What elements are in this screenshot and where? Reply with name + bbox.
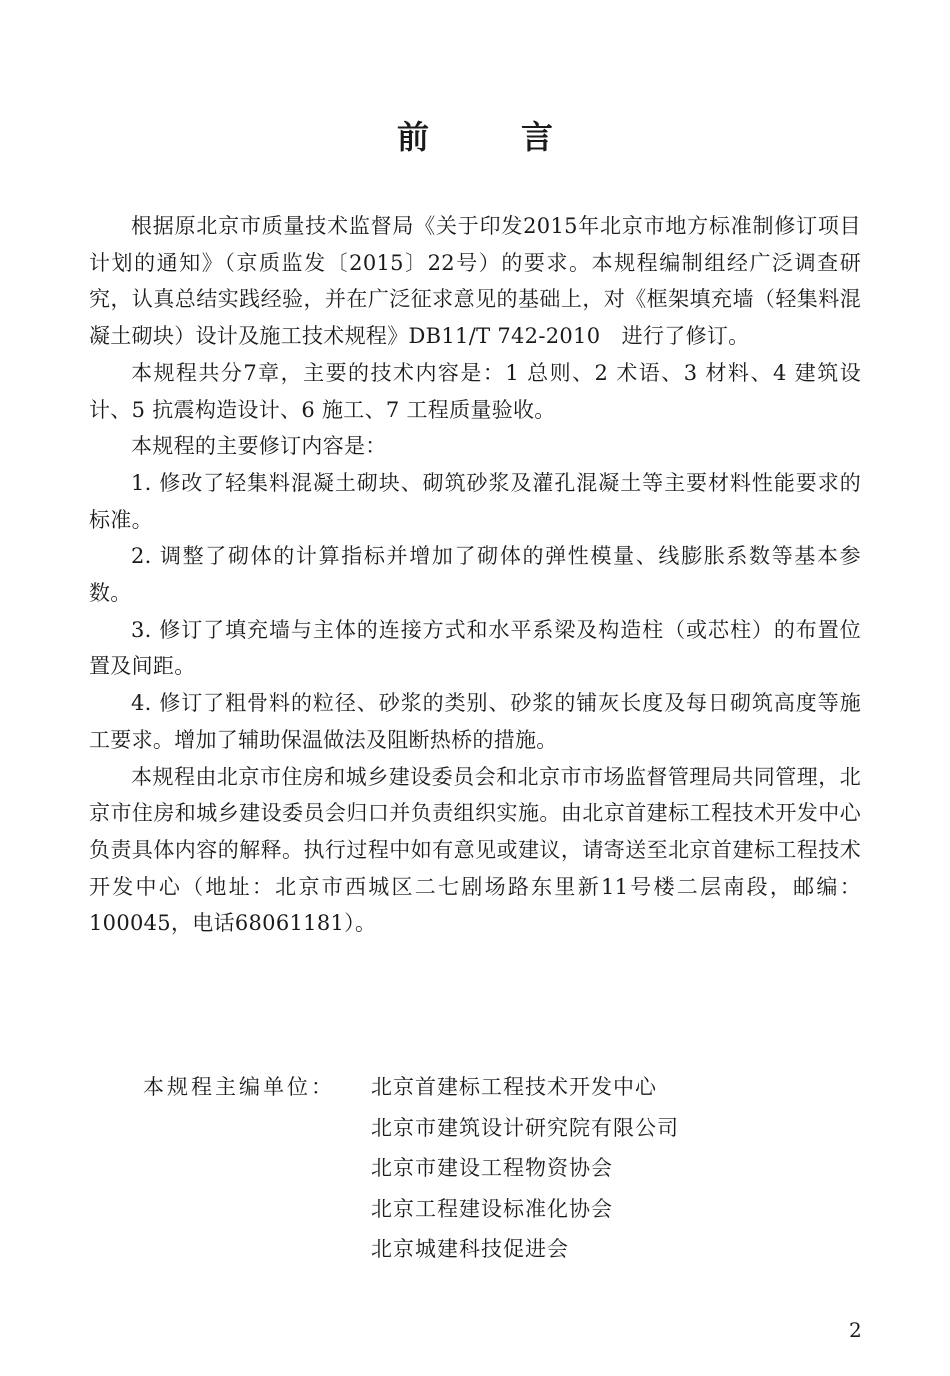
preface-body: [89, 208, 861, 942]
page-title: 前 言: [396, 118, 583, 156]
paragraph-background: 根据原北京市质量技术监督局《关于印发2015年北京市地方标准制修订项目计划的通知》（京质监发〔2015〕22号）的要求。本规程编制组经广泛调查研究，认真总结实践经验，并在广泛征求意见的基础上，对《框架填充墙（轻集料混凝土砌块）设计及施工技术规程》DB11/T 742-2010 进行了修订。: [89, 214, 861, 349]
revision-item-1: 1. 修改了轻集料混凝土砌块、砌筑砂浆及灌孔混凝土等主要材料性能要求的标准。: [89, 470, 861, 532]
paragraph-chapters: 本规程共分7章，主要的技术内容是：1 总则、2 术语、3 材料、4 建筑设计、5 抗震构造设计、6 施工、7 工程质量验收。: [89, 360, 861, 422]
unit-name: 北京市建筑设计研究院有限公司: [371, 1115, 679, 1140]
editing-units-label: 本规程主编单位：: [143, 1075, 335, 1099]
paragraph-management: 本规程由北京市住房和城乡建设委员会和北京市市场监督管理局共同管理，北京市住房和城乡建设委员会归口并负责组织实施。由北京首建标工程技术开发中心负责具体内容的解释。执行过程中如有意见或建议，请寄送至北京首建标工程技术开发中心（地址：北京市西城区二七剧场路东里新11号楼二层南段，邮编：100045，电话68061181）。: [89, 764, 861, 936]
unit-name: 北京首建标工程技术开发中心: [371, 1075, 657, 1099]
page-number: 2: [849, 1318, 862, 1342]
editing-units-list: [371, 1067, 679, 1270]
unit-name: 北京市建设工程物资协会: [371, 1156, 613, 1181]
paragraph-revision-intro: 本规程的主要修订内容是：: [131, 434, 387, 459]
unit-name: 北京城建科技促进会: [371, 1237, 569, 1262]
revision-item-3: 3. 修订了填充墙与主体的连接方式和水平系梁及构造柱（或芯柱）的布置位置及间距。: [89, 617, 861, 679]
revision-item-2: 2. 调整了砌体的计算指标并增加了砌体的弹性模量、线膨胀系数等基本参数。: [89, 544, 861, 606]
revision-item-4: 4. 修订了粗骨料的粒径、砂浆的类别、砂浆的铺灰长度及每日砌筑高度等施工要求。增加了辅助保温做法及阻断热桥的措施。: [89, 691, 861, 752]
unit-name: 北京工程建设标准化协会: [371, 1196, 613, 1221]
